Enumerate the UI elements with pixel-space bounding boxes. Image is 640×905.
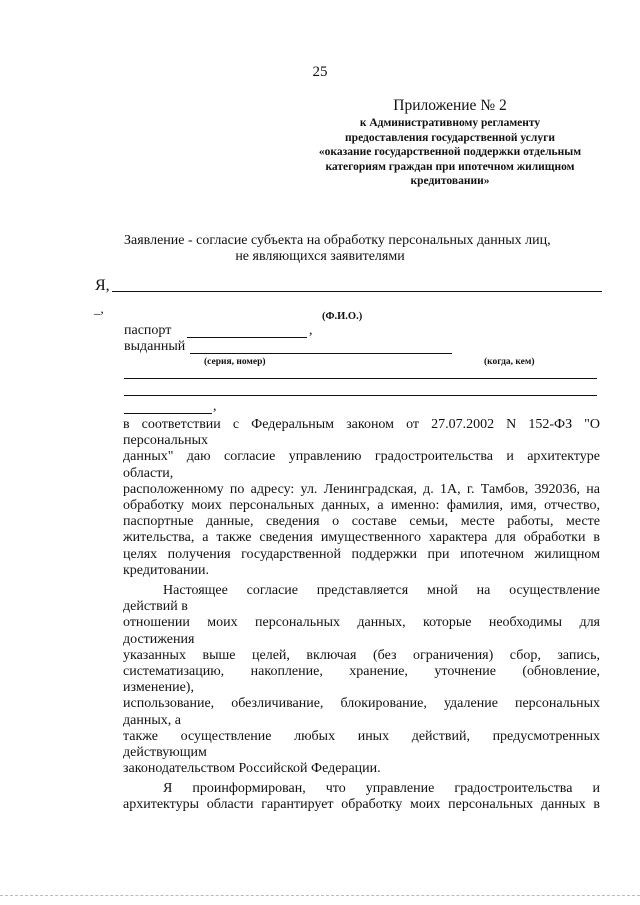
text-line: персональных — [123, 433, 209, 449]
passport-line — [187, 337, 307, 338]
ya-label: Я, — [95, 277, 110, 294]
passport-comma: , — [309, 323, 313, 338]
text-line: расположенному по адресу: ул. Ленинградская, д. 1А, г. Тамбов, 392036, на — [123, 481, 600, 497]
series-caption: (серия, номер) — [204, 357, 266, 367]
appendix-line: категориям граждан при ипотечном жилищном — [325, 160, 575, 173]
text-line: действий в — [123, 599, 188, 615]
text-line: изменение), — [123, 680, 194, 696]
text-line: систематизацию, накопление, хранение, уточнение (обновление, — [123, 664, 600, 680]
paragraph-2 — [123, 583, 600, 777]
appendix-line: «оказание государственной поддержки отдельным — [318, 146, 582, 159]
issued-line — [190, 353, 452, 354]
text-line: целях получения государственной поддержки при ипотечном жилищном — [123, 546, 600, 562]
ya-mark: _, — [94, 301, 104, 316]
text-line: обработку моих персональных данных, а именно: фамилия, имя, отчество, — [123, 498, 600, 514]
text-line: данных, а — [123, 712, 181, 728]
text-line: данных" даю согласие управлению градостроительства и архитектуре — [123, 449, 600, 465]
appendix-line: кредитовании» — [410, 175, 490, 188]
text-line: жительства, а также сведения имущественного характера для обработки в — [123, 530, 600, 546]
issued-label: выданный — [124, 339, 186, 354]
appendix-line: к Административному регламенту — [359, 117, 541, 129]
paragraph-1 — [123, 417, 600, 579]
document-title-line2: не являющихся заявителями — [235, 249, 405, 264]
appendix-title: Приложение № 2 — [393, 97, 507, 114]
fio-line — [112, 291, 602, 292]
page-bottom-divider — [0, 895, 640, 896]
fio-caption: (Ф.И.О.) — [322, 311, 363, 322]
appendix-subtitle — [300, 116, 600, 189]
page-number: 25 — [312, 64, 328, 80]
text-line: действующим — [123, 745, 207, 761]
text-line: Настоящее согласие представляется мной на осуществление — [163, 583, 600, 598]
text-line: законодательством Российской Федерации. — [123, 761, 381, 777]
text-line: кредитовании. — [123, 562, 209, 578]
blank-line-short — [124, 413, 212, 414]
document-title: Заявление - согласие субъекта на обработку персональных данных лиц, — [124, 233, 551, 248]
text-line: также осуществление любых иных действий, предусмотренных — [123, 728, 600, 744]
blank-line — [124, 378, 597, 379]
text-line: паспортные данные, сведения о составе семьи, месте работы, месте — [123, 514, 600, 530]
line-comma: , — [213, 399, 217, 414]
when-caption: (когда, кем) — [484, 357, 535, 367]
text-line: отношении моих персональных данных, которые необходимы для — [123, 615, 600, 631]
text-line: использование, обезличивание, блокирование, удаление персональных — [123, 696, 600, 712]
text-line: в соответствии с Федеральным законом от 27.07.2002 N 152-ФЗ "О — [123, 417, 600, 432]
blank-line — [124, 395, 597, 396]
passport-label: паспорт — [124, 323, 172, 338]
paragraph-3 — [123, 781, 600, 813]
appendix-line: предоставления государственной услуги — [345, 131, 555, 144]
text-line: указанных выше целей, включая (без ограничения) сбор, запись, — [123, 647, 600, 663]
text-line: достижения — [123, 631, 195, 647]
text-line: области, — [123, 465, 174, 481]
text-line: Я проинформирован, что управление градостроительства и — [163, 781, 600, 796]
text-line: архитектуры области гарантирует обработку моих персональных данных в — [123, 797, 600, 813]
